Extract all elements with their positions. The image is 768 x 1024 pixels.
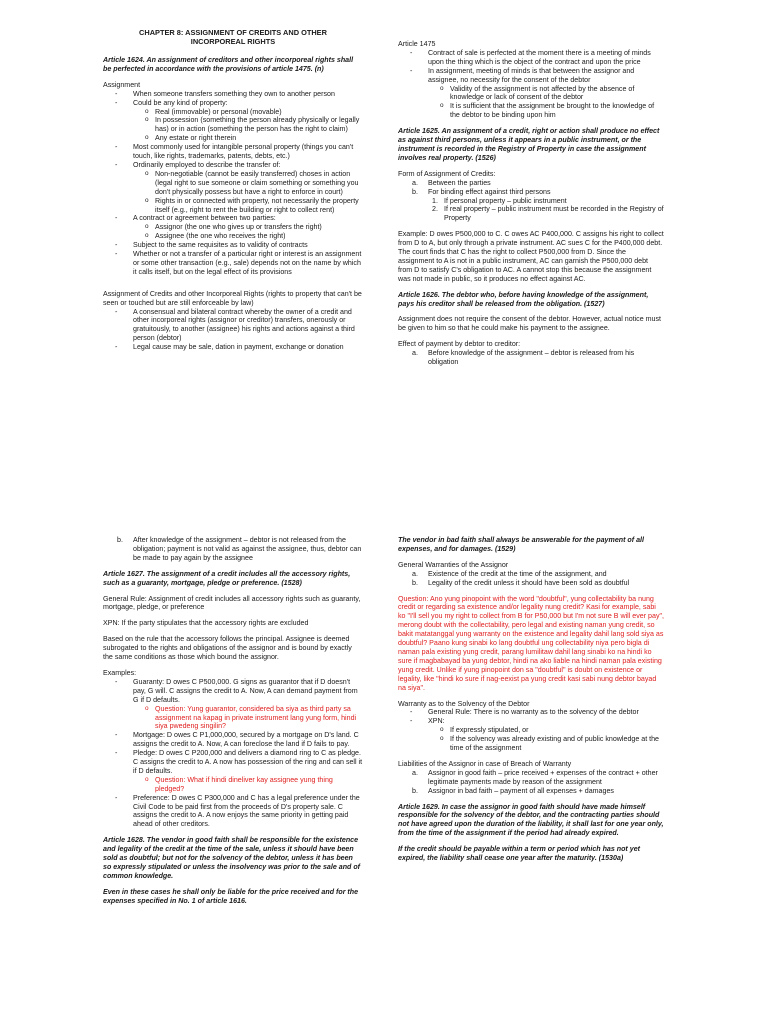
list-item: 2. If real property – public instrument must be recorded in the Registry of Property (432, 205, 664, 223)
list-item: - When someone transfers something they own to another person (103, 90, 363, 99)
list-item: o In possession (something the person already physically or legally has) or in action (something the person has the right to claim) (133, 116, 363, 134)
bottom-left-column (103, 536, 363, 913)
liabilities-list (398, 769, 664, 796)
article-1475-list (398, 49, 664, 120)
list-item: - Most commonly used for intangible personal property (things you can't touch, like rights, trademarks, patents, debts, etc.) (103, 143, 363, 161)
list-item: b. Assignor in bad faith – payment of all expenses + damages (412, 786, 614, 795)
article-1628-continued: Even in these cases he shall only be liable for the price received and for the expenses specified in No. 1 of article 1616. (103, 887, 359, 905)
list-item: o Real (immovable) or personal (movable) (133, 108, 363, 117)
vendor-bad-faith: The vendor in bad faith shall always be answerable for the payment of all expenses, and for damages. (1529) (398, 536, 644, 553)
article-1627: Article 1627. The assignment of a credit includes all the accessory rights, such as a guaranty, mortgage, pledge or preference. (1528) (103, 569, 351, 587)
list-item: - Guaranty: D owes C P500,000. G signs as guarantor that if D doesn't pay, G will. C assigns the credit to A. Now, A can demand payment from G if D defaults. o Question: Yung guarantor, considered ba siya as third party sa assignment na kapag in private instrument lang yung form, hindi siya pwedeng singilin? (103, 678, 363, 731)
list-item: - Preference: D owes C P300,000 and C has a legal preference under the Civil Code to be paid first from the proceeds of D's property sale. C assigns the credit to A. A now enjoys the same priority in getting paid ahead of other creditors. (103, 794, 363, 830)
list-item: - A contract or agreement between two parties: o Assignor (the one who gives up or transfers the right) o Assignee (the one who receives the right) (103, 214, 363, 241)
list-item: - Contract of sale is perfected at the moment there is a meeting of minds upon the thing which is the object of the contract and upon the price (398, 49, 664, 67)
page-bottom-half (0, 512, 768, 1024)
top-left-column (103, 28, 363, 359)
examples-heading: Examples: (103, 668, 137, 677)
list-item: b. Legality of the credit unless it should have been sold as doubtful (412, 578, 630, 587)
example-paragraph: Example: D owes P500,000 to C. C owes AC P400,000. C assigns his right to collect from D to A, but only through a private instrument. AC sues C for the P400,000 debt. The court finds that C has the right to collect P500,000 from D. Since the assignment to A is not in a public instrument, AC can garnish the P500,000 debt from D to satisfy C's obligation to AC. A cannot stop this because the assignment was not made in public, so it produces no effect against AC. (398, 230, 664, 283)
assignment-of-credits-paragraph: Assignment of Credits and other Incorporeal Rights (rights to property that can't be seen or touched but are still enforceable by law) (103, 289, 362, 307)
effect-heading: Effect of payment by debtor to creditor: (398, 340, 521, 349)
chapter-title-line-2: INCORPOREAL RIGHTS (190, 37, 276, 46)
list-item: - XPN: o If expressly stipulated, or o If the solvency was already existing and of public knowledge at the time of the assignment (398, 717, 664, 753)
article-1475-heading: Article 1475 (398, 40, 436, 48)
article-1625: Article 1625. An assignment of a credit, right or action shall produce no effect as against third persons, unless it appears in a public instrument, or the instrument is recorded in the Registry of Property in case the assignment involves real property. (1526) (398, 127, 660, 162)
article-1628: Article 1628. The vendor in good faith shall be responsible for the existence and legality of the credit at the time of the sale, unless it should have been sold as doubtful; but not for the solvency of the debtor, unless it has been so expressly stipulated or unless the insolvency was prior to the sale and of common knowledge. (103, 836, 361, 880)
list-item: a. Existence of the credit at the time of the assignment, and (412, 569, 607, 578)
list-item: - Mortgage: D owes C P1,000,000, secured by a mortgage on D's land. C assigns the credit to A. Now, A can foreclose the land if D fails to pay. (103, 731, 363, 749)
general-warranties-heading: General Warranties of the Assignor (398, 560, 509, 569)
doubtful-question: Question: Ano yung pinopoint with the word "doubtful", yung collectability ba nung credit or regarding sa existence and/or legality nung credit? Kasi for example, sabi ko "I'll sell you my right to collect from B for P50,000 but I'm not sure B will ever pay", merong doubt with the collectability, pero legal and existing naman yung credit, so bakit matatanggal yung warranty on the existence and legality dahil lang sold siya as doubtful? Paano kung sinabi ko lang doubtful ung collectability niya pero bigla di naman pala existing yung credit, parang lumilitaw dahil lang sinabi ko na hindi ko sure if magbabayad ba yung debtor, hindi na ako liable na hindi naman pala existing yung credit. Unlike if yung pinopoint don sa "doubtful" is doubt on existence or legality, like "hindi ko sure if nag-eexist pa yung credit kasi sabi nung debtor bayad na siya". (398, 594, 664, 692)
list-item: o Any estate or right therein (133, 134, 363, 143)
article-1626: Article 1626. The debtor who, before having knowledge of the assignment, pays his creditor shall be released from the obligation. (1527) (398, 290, 649, 308)
list-item: o Non-negotiable (cannot be easily transferred) choses in action (legal right to sue someone or claim something or something you don't physically possess but have a right to enforce in court) (133, 170, 363, 197)
consent-paragraph: Assignment does not require the consent of the debtor. However, actual notice must be given to him so that he could make his payment to the assignee. (398, 315, 662, 333)
list-item: o Assignee (the one who receives the right) (133, 232, 363, 241)
article-1629-continued: If the credit should be payable within a term or period which has not yet expired, the liability shall cease one year after the maturity. (1530a) (398, 845, 641, 863)
liabilities-heading: Liabilities of the Assignor in case of Breach of Warranty (398, 759, 572, 768)
chapter-title (103, 28, 363, 46)
solvency-heading: Warranty as to the Solvency of the Debtor (398, 699, 530, 708)
list-item: a. Between the parties (412, 178, 491, 187)
list-item: o If expressly stipulated, or (428, 726, 664, 735)
assignment-heading: Assignment (103, 80, 141, 89)
list-item: - A consensual and bilateral contract whereby the owner of a credit and other incorporeal rights (assignor or creditor) transfers, onerously or gratuitously, to another (assignee) his rights and actions against a third person (debtor) (103, 308, 363, 344)
bottom-right-column (398, 536, 664, 870)
list-item: - Could be any kind of property: o Real (immovable) or personal (movable) o In possession (something the person already physically or legally has) or in action (something the person has the right to claim) o Any estate or right therein (103, 99, 363, 144)
xpn-rule: XPN: If the party stipulates that the accessory rights are excluded (103, 619, 309, 628)
list-item: b. For binding effect against third persons 1. If personal property – public instrument 2. If real property – public instrument must be recorded in the Registry of Property (412, 187, 664, 223)
list-item: o If the solvency was already existing and of public knowledge at the time of the assignment (428, 735, 664, 753)
based-paragraph: Based on the rule that the accessory follows the principal. Assignee is deemed subrogated to the rights and obligations of the assignor and is bound by exactly the same conditions as those which bound the assignor. (103, 635, 352, 662)
question-note: o Question: What if hindi dineliver kay assignee yung thing pledged? (133, 776, 363, 794)
list-item: a. Assignor in good faith – price received + expenses of the contract + other legitimate payments made by reason of the assignment (412, 768, 658, 786)
effect-list-continued (103, 536, 363, 563)
list-item: - In assignment, meeting of minds is that between the assignor and assignee, no necessity for the consent of the debtor o Validity of the assignment is not affected by the absence of knowledge or lack of consent of the debtor o It is sufficient that the assignment be brought to the knowledge of the debtor to be binding upon him (398, 67, 664, 120)
article-1624: Article 1624. An assignment of creditors and other incorporeal rights shall be perfected in accordance with the provisions of article 1475. (n) (103, 56, 354, 73)
list-item: o It is sufficient that the assignment be brought to the knowledge of the debtor to be binding upon him (428, 102, 664, 120)
solvency-list (398, 708, 664, 753)
form-list (398, 179, 664, 224)
list-item: o Assignor (the one who gives up or transfers the right) (133, 223, 363, 232)
top-right-column (398, 40, 664, 374)
list-item: - Subject to the same requisites as to validity of contracts (103, 241, 363, 250)
form-heading: Form of Assignment of Credits: (398, 169, 496, 178)
general-rule: General Rule: Assignment of credit includes all accessory rights such as guaranty, mortgage, pledge, or preference (103, 594, 361, 612)
list-item: - Ordinarily employed to describe the transfer of: o Non-negotiable (cannot be easily transferred) choses in action (legal right to sue someone or claim something or something you don't physically possess but have a right to enforce in court) o Rights in or connected with property, not necessarily the property itself (e.g., right to rent the building or right to collect rent) (103, 161, 363, 214)
list-item: o Validity of the assignment is not affected by the absence of knowledge or lack of consent of the debtor (428, 85, 664, 103)
list-item: b. After knowledge of the assignment – debtor is not released from the obligation; payment is not valid as against the assignee, thus, debtor can be made to pay again by the assignee (117, 536, 362, 562)
list-item: - General Rule: There is no warranty as to the solvency of the debtor (398, 708, 664, 717)
list-item: - Whether or not a transfer of a particular right or interest is an assignment or some other transaction (e.g., sale) depends not on the name by which it calls itself, but on the legal effect of its provisions (103, 250, 363, 277)
list-item: o Rights in or connected with property, not necessarily the property itself (e.g., right to rent the building or right to collect rent) (133, 197, 363, 215)
general-warranties-list (398, 570, 664, 588)
article-1629: Article 1629. In case the assignor in good faith should have made himself responsible for the solvency of the debtor, and the contracting parties should not have agreed upon the duration of the liability, it shall last for one year only, from the time of the assignment if the period had already expired. (398, 802, 664, 838)
assignment-of-credits-list (103, 308, 363, 353)
effect-list (398, 349, 664, 367)
list-item: 1. If personal property – public instrument (432, 196, 567, 205)
list-item: - Pledge: D owes C P200,000 and delivers a diamond ring to C as pledge. C assigns the credit to A. A now has possession of the ring and can sell it if D defaults. o Question: What if hindi dineliver kay assignee yung thing pledged? (103, 749, 363, 794)
question-note: o Question: Yung guarantor, considered ba siya as third party sa assignment na kapag in private instrument lang yung form, hindi siya pwedeng singilin? (133, 705, 363, 732)
list-item: a. Before knowledge of the assignment – debtor is released from his obligation (412, 349, 635, 367)
list-item: - Legal cause may be sale, dation in payment, exchange or donation (103, 343, 363, 352)
chapter-title-line-1: CHAPTER 8: ASSIGNMENT OF CREDITS AND OTHER (139, 28, 327, 37)
examples-list (103, 678, 363, 829)
assignment-list (103, 90, 363, 277)
